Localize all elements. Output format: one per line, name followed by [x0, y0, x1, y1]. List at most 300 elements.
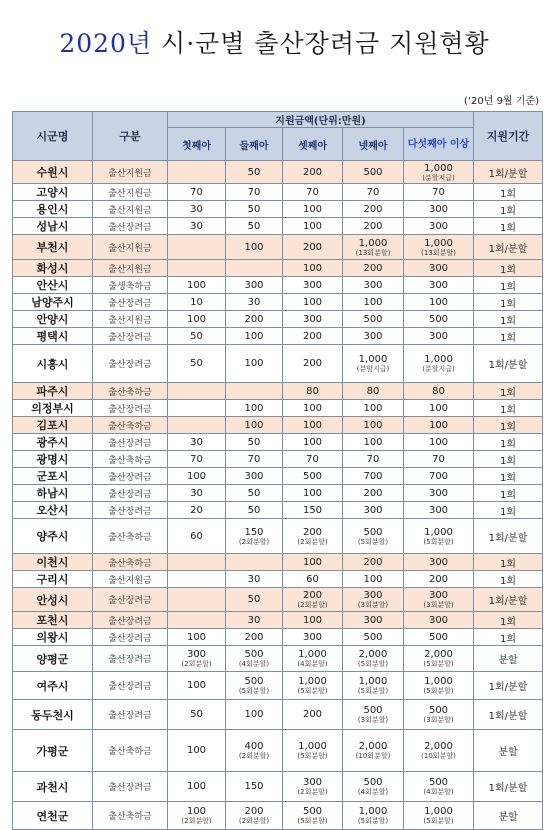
- amount-value: 70: [366, 186, 380, 198]
- amount-c3: [283, 772, 343, 802]
- support-period: 분할: [474, 646, 543, 672]
- amount-value: 100: [363, 296, 383, 308]
- amount-c2: [226, 235, 283, 260]
- amount-c4: [343, 502, 404, 519]
- table-row: [13, 772, 543, 802]
- installment-note: (5회분할): [297, 817, 328, 825]
- subsidy-type: 출산지원금: [93, 161, 168, 184]
- installment-note: (2회분할): [297, 537, 328, 546]
- support-period: 1회/분할: [474, 588, 543, 612]
- support-period: 1회/분할: [474, 772, 543, 802]
- amount-c3: [283, 417, 343, 434]
- amount-c2: [226, 400, 283, 417]
- subsidy-type: 출산장려금: [93, 700, 168, 730]
- amount-value: 70: [247, 186, 261, 198]
- amount-value: 200: [302, 590, 323, 601]
- amount-c1: [168, 235, 226, 260]
- amount-value: 70: [366, 453, 380, 465]
- support-period: 1회: [474, 612, 543, 629]
- amount-value: 200: [302, 709, 323, 720]
- installment-note: (2회분할): [181, 817, 212, 825]
- amount-c5: [404, 311, 474, 328]
- amount-c5: [404, 519, 474, 554]
- amount-value: 300: [363, 330, 383, 342]
- amount-c5: [404, 218, 474, 235]
- table-row: [13, 554, 543, 571]
- amount-c3: [283, 345, 343, 383]
- amount-value: 700: [428, 470, 449, 482]
- city-name: 의정부시: [13, 400, 93, 417]
- table-row: [13, 612, 543, 629]
- amount-c2: [226, 434, 283, 451]
- amount-c5: [404, 502, 474, 519]
- subsidy-type: 출산축하금: [93, 802, 168, 830]
- amount-value: 100: [428, 296, 449, 308]
- amount-c1: [168, 218, 226, 235]
- amount-value: 50: [247, 504, 261, 516]
- subsidy-type: 출산축하금: [93, 730, 168, 772]
- amount-c2: [226, 184, 283, 201]
- reference-date-note: (‘20년 9월 기준): [463, 96, 539, 107]
- amount-c1: [168, 260, 226, 277]
- amount-value: 2,000: [358, 649, 388, 660]
- table-row: [13, 571, 543, 588]
- amount-c1: [168, 311, 226, 328]
- amount-c1: [168, 772, 226, 802]
- amount-c2: [226, 485, 283, 502]
- amount-value: 200: [363, 262, 383, 274]
- city-name: 군포시: [13, 468, 93, 485]
- amount-value: 50: [247, 166, 261, 178]
- amount-value: 300: [428, 487, 449, 499]
- amount-c3: [283, 201, 343, 218]
- amount-c3: [283, 434, 343, 451]
- amount-value: 200: [302, 358, 323, 369]
- amount-c4: [343, 184, 404, 201]
- support-period: 1회: [474, 400, 543, 417]
- installment-note: (4회분할): [423, 788, 454, 796]
- amount-c3: [283, 802, 343, 830]
- amount-c2: [226, 201, 283, 218]
- installment-note: (2회분할): [181, 660, 212, 668]
- amount-c5: [404, 629, 474, 646]
- amount-c4: [343, 468, 404, 485]
- amount-value: 100: [428, 419, 449, 431]
- header-period: 지원기간: [474, 112, 543, 161]
- amount-c1: [168, 519, 226, 554]
- support-period: 1회: [474, 502, 543, 519]
- city-name: 구리시: [13, 571, 93, 588]
- amount-value: 500: [363, 313, 383, 325]
- amount-value: 400: [244, 741, 264, 752]
- city-name: 포천시: [13, 612, 93, 629]
- subsidy-table: [12, 111, 543, 830]
- amount-c3: [283, 451, 343, 468]
- amount-c2: [226, 161, 283, 184]
- title-year: 2020년: [59, 29, 153, 58]
- installment-note: (13회분할): [355, 248, 391, 257]
- subsidy-type: 출산지원금: [93, 201, 168, 218]
- amount-value: 100: [186, 279, 207, 291]
- support-period: 1회: [474, 201, 543, 218]
- table-row: [13, 184, 543, 201]
- installment-note: (10회분할): [421, 752, 456, 760]
- amount-value: 200: [244, 631, 264, 643]
- amount-value: 150: [302, 504, 323, 516]
- amount-c4: [343, 328, 404, 345]
- amount-value: 100: [244, 358, 264, 369]
- amount-c3: [283, 672, 343, 700]
- amount-c2: [226, 345, 283, 383]
- support-period: 1회: [474, 451, 543, 468]
- amount-c3: [283, 612, 343, 629]
- city-name: 파주시: [13, 383, 93, 400]
- amount-c5: [404, 672, 474, 700]
- amount-c3: [283, 502, 343, 519]
- table-row: [13, 328, 543, 345]
- subsidy-type: 출산장려금: [93, 672, 168, 700]
- amount-c5: [404, 328, 474, 345]
- installment-note: (5회분할): [238, 687, 270, 695]
- amount-value: 300: [428, 330, 449, 342]
- amount-value: 1,000: [358, 806, 388, 817]
- amount-value: 500: [428, 705, 449, 716]
- amount-value: 100: [363, 436, 383, 448]
- table-row: [13, 434, 543, 451]
- city-name: 부천시: [13, 235, 93, 260]
- amount-value: 50: [247, 487, 261, 499]
- city-name: 시흥시: [13, 345, 93, 383]
- amount-c1: [168, 554, 226, 571]
- amount-value: 50: [247, 203, 261, 215]
- subsidy-type: 출산축하금: [93, 383, 168, 400]
- header-fourth-child: 넷째아: [343, 128, 404, 161]
- amount-value: 500: [363, 705, 383, 716]
- amount-c2: [226, 672, 283, 700]
- support-period: 1회/분할: [474, 519, 543, 554]
- subsidy-type: 출산지원금: [93, 571, 168, 588]
- amount-value: 100: [244, 402, 264, 414]
- amount-value: 700: [363, 470, 383, 482]
- amount-value: 100: [363, 419, 383, 431]
- title-text: 시·군별 출산장려금 지원현황: [152, 29, 490, 58]
- header-first-child: 첫째아: [168, 128, 226, 161]
- amount-c2: [226, 629, 283, 646]
- installment-note: (5회분할): [423, 660, 454, 668]
- city-name: 이천시: [13, 554, 93, 571]
- amount-c3: [283, 218, 343, 235]
- amount-value: 500: [244, 649, 264, 660]
- amount-value: 30: [247, 614, 261, 626]
- table-body: [13, 161, 543, 830]
- support-period: 1회: [474, 277, 543, 294]
- amount-value: 200: [363, 220, 383, 232]
- amount-c3: [283, 277, 343, 294]
- installment-note: (분할지급): [356, 365, 390, 373]
- amount-value: 30: [190, 487, 203, 499]
- city-name: 김포시: [13, 417, 93, 434]
- amount-c5: [404, 612, 474, 629]
- amount-c3: [283, 311, 343, 328]
- amount-c5: [404, 434, 474, 451]
- amount-c4: [343, 646, 404, 672]
- amount-value: 30: [190, 203, 203, 215]
- amount-c5: [404, 700, 474, 730]
- amount-value: 20: [190, 504, 203, 516]
- amount-value: 30: [190, 436, 203, 448]
- amount-c4: [343, 345, 404, 383]
- amount-value: 50: [247, 436, 261, 448]
- amount-value: 500: [302, 806, 323, 817]
- amount-value: 100: [302, 436, 323, 448]
- city-name: 과천시: [13, 772, 93, 802]
- table-row: [13, 646, 543, 672]
- amount-c1: [168, 700, 226, 730]
- amount-value: 1,000: [298, 676, 327, 687]
- amount-c4: [343, 277, 404, 294]
- amount-value: 2,000: [424, 649, 453, 660]
- amount-c5: [404, 730, 474, 772]
- amount-c1: [168, 201, 226, 218]
- city-name: 하남시: [13, 485, 93, 502]
- amount-value: 1,000: [358, 676, 388, 687]
- amount-c2: [226, 519, 283, 554]
- amount-value: 100: [302, 220, 323, 232]
- amount-value: 1,000: [298, 649, 327, 660]
- amount-c4: [343, 700, 404, 730]
- amount-c2: [226, 218, 283, 235]
- table-row: [13, 502, 543, 519]
- amount-c2: [226, 260, 283, 277]
- amount-c3: [283, 328, 343, 345]
- installment-note: (5회분할): [357, 537, 389, 546]
- amount-c3: [283, 519, 343, 554]
- amount-c4: [343, 802, 404, 830]
- amount-value: 500: [428, 777, 449, 788]
- amount-c4: [343, 519, 404, 554]
- city-name: 성남시: [13, 218, 93, 235]
- amount-c3: [283, 571, 343, 588]
- subsidy-type: 출산지원금: [93, 184, 168, 201]
- amount-value: 1,000: [298, 741, 327, 752]
- amount-value: 500: [363, 631, 383, 643]
- amount-value: 300: [428, 262, 449, 274]
- amount-c3: [283, 400, 343, 417]
- support-period: 1회/분할: [474, 672, 543, 700]
- table-row: [13, 260, 543, 277]
- amount-value: 300: [302, 279, 323, 291]
- city-name: 동두천시: [13, 700, 93, 730]
- amount-value: 300: [186, 649, 207, 660]
- installment-note: (2회분할): [238, 817, 270, 825]
- amount-c2: [226, 383, 283, 400]
- amount-value: 100: [244, 330, 264, 342]
- amount-c4: [343, 260, 404, 277]
- support-period: 1회: [474, 260, 543, 277]
- amount-c2: [226, 730, 283, 772]
- installment-note: (5회분할): [357, 687, 389, 695]
- amount-c2: [226, 468, 283, 485]
- amount-value: 50: [190, 358, 203, 369]
- amount-c4: [343, 201, 404, 218]
- amount-c4: [343, 612, 404, 629]
- city-name: 오산시: [13, 502, 93, 519]
- amount-value: 70: [306, 453, 319, 465]
- table-row: [13, 345, 543, 383]
- amount-c1: [168, 417, 226, 434]
- amount-value: 100: [302, 487, 323, 499]
- amount-c5: [404, 400, 474, 417]
- amount-c2: [226, 417, 283, 434]
- amount-c2: [226, 588, 283, 612]
- installment-note: (3회분할): [357, 716, 389, 724]
- amount-value: 100: [186, 745, 207, 756]
- subsidy-type: 출산장려금: [93, 485, 168, 502]
- amount-value: 70: [432, 453, 445, 465]
- amount-c5: [404, 417, 474, 434]
- amount-c2: [226, 571, 283, 588]
- subsidy-type: 출산장려금: [93, 646, 168, 672]
- header-city: 시군명: [13, 112, 93, 161]
- amount-c2: [226, 294, 283, 311]
- amount-c1: [168, 161, 226, 184]
- installment-note: (4회분할): [357, 788, 389, 796]
- amount-c4: [343, 235, 404, 260]
- installment-note: (5회분할): [423, 537, 454, 546]
- city-name: 안산시: [13, 277, 93, 294]
- table-row: [13, 218, 543, 235]
- installment-note: (5회분할): [297, 687, 328, 695]
- table-row: [13, 468, 543, 485]
- subsidy-type: 출산장려금: [93, 629, 168, 646]
- support-period: 1회: [474, 294, 543, 311]
- installment-note: (4회분할): [238, 660, 270, 668]
- amount-value: 500: [363, 166, 383, 178]
- installment-note: (5회분할): [357, 660, 389, 668]
- amount-c5: [404, 201, 474, 218]
- table-row: [13, 485, 543, 502]
- amount-c3: [283, 260, 343, 277]
- amount-c3: [283, 468, 343, 485]
- amount-c3: [283, 161, 343, 184]
- amount-value: 100: [363, 573, 383, 585]
- support-period: 1회: [474, 629, 543, 646]
- amount-value: 1,000: [358, 354, 388, 365]
- amount-c3: [283, 730, 343, 772]
- header-type: 구분: [93, 112, 168, 161]
- subsidy-type: 출산지원금: [93, 311, 168, 328]
- amount-value: 80: [306, 385, 319, 397]
- table-header: [13, 112, 543, 161]
- amount-value: 100: [186, 470, 207, 482]
- amount-c3: [283, 588, 343, 612]
- amount-value: 70: [247, 453, 261, 465]
- amount-value: 2,000: [358, 741, 388, 752]
- amount-c4: [343, 672, 404, 700]
- amount-value: 200: [363, 203, 383, 215]
- amount-c2: [226, 311, 283, 328]
- page-title: [0, 24, 549, 60]
- amount-c1: [168, 588, 226, 612]
- amount-c4: [343, 218, 404, 235]
- table-row: [13, 588, 543, 612]
- table-row: [13, 294, 543, 311]
- amount-value: 50: [190, 330, 203, 342]
- support-period: 1회/분할: [474, 235, 543, 260]
- amount-c4: [343, 629, 404, 646]
- amount-value: 500: [428, 313, 449, 325]
- amount-c5: [404, 588, 474, 612]
- amount-value: 60: [306, 573, 319, 585]
- amount-c4: [343, 772, 404, 802]
- table-row: [13, 311, 543, 328]
- amount-c2: [226, 554, 283, 571]
- subsidy-type: 출산장려금: [93, 588, 168, 612]
- amount-c4: [343, 400, 404, 417]
- amount-value: 60: [190, 530, 203, 542]
- amount-value: 50: [247, 220, 261, 232]
- amount-value: 200: [302, 330, 323, 342]
- amount-value: 1,000: [358, 237, 388, 249]
- city-name: 가평군: [13, 730, 93, 772]
- city-name: 남양주시: [13, 294, 93, 311]
- amount-value: 100: [363, 402, 383, 414]
- amount-c1: [168, 328, 226, 345]
- installment-note: (2회분할): [297, 601, 328, 609]
- support-period: 분할: [474, 802, 543, 830]
- installment-note: (3회분할): [357, 601, 389, 609]
- amount-value: 300: [428, 220, 449, 232]
- amount-value: 200: [244, 806, 264, 817]
- header-third-child: 셋째아: [283, 128, 343, 161]
- amount-c5: [404, 468, 474, 485]
- header-second-child: 둘째아: [226, 128, 283, 161]
- amount-c3: [283, 700, 343, 730]
- subsidy-type: 출산장려금: [93, 434, 168, 451]
- amount-value: 100: [244, 241, 264, 253]
- amount-value: 200: [363, 487, 383, 499]
- amount-value: 300: [244, 470, 264, 482]
- amount-c4: [343, 161, 404, 184]
- amount-value: 1,000: [424, 806, 453, 817]
- city-name: 의왕시: [13, 629, 93, 646]
- amount-value: 300: [363, 590, 383, 601]
- city-name: 연천군: [13, 802, 93, 830]
- subsidy-type: 출산축하금: [93, 519, 168, 554]
- city-name: 수원시: [13, 161, 93, 184]
- support-period: 1회: [474, 468, 543, 485]
- header-amount-group: 지원금액(단위:만원): [168, 112, 474, 128]
- amount-c4: [343, 730, 404, 772]
- installment-note: (2회분할): [297, 788, 328, 796]
- amount-value: 150: [244, 781, 264, 792]
- amount-c5: [404, 161, 474, 184]
- subsidy-type: 출산축하금: [93, 554, 168, 571]
- table-row: [13, 451, 543, 468]
- subsidy-type: 출산장려금: [93, 345, 168, 383]
- amount-c5: [404, 772, 474, 802]
- amount-value: 100: [186, 680, 207, 691]
- installment-note: (2회분할): [238, 752, 270, 760]
- amount-value: 200: [302, 166, 323, 178]
- support-period: 1회/분할: [474, 345, 543, 383]
- amount-c1: [168, 383, 226, 400]
- amount-value: 1,000: [424, 526, 453, 538]
- amount-c4: [343, 434, 404, 451]
- amount-c3: [283, 646, 343, 672]
- amount-c5: [404, 235, 474, 260]
- amount-value: 100: [428, 436, 449, 448]
